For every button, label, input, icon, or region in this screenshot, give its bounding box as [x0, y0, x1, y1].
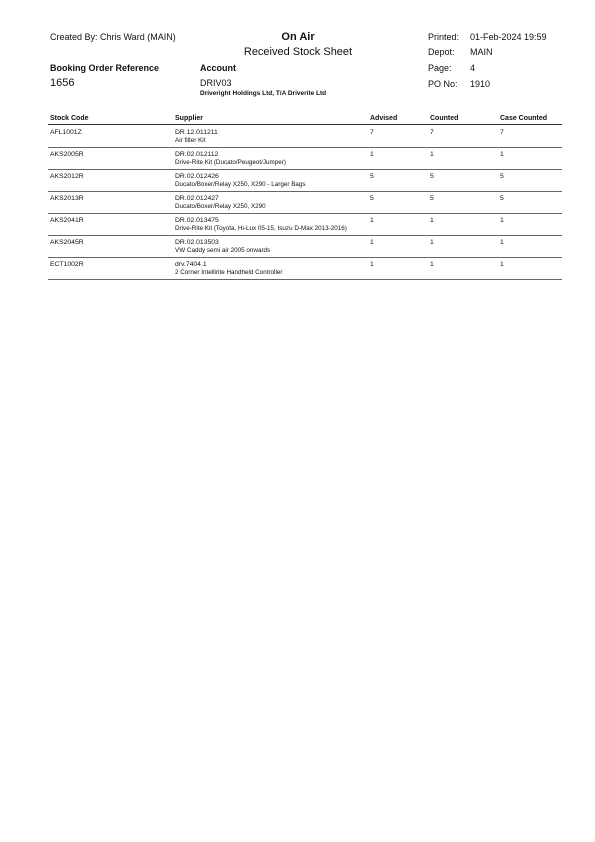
- counted-qty: 5: [430, 173, 434, 180]
- counted-qty: 5: [430, 195, 434, 202]
- case-counted-qty: 7: [500, 129, 504, 136]
- page-label: Page:: [428, 63, 452, 73]
- stock-code: AFL1001Z: [50, 129, 82, 136]
- account-label: Account: [200, 63, 236, 73]
- column-header-stock-code: Stock Code: [50, 115, 89, 122]
- stock-code: AKS2005R: [50, 151, 84, 158]
- depot-label: Depot:: [428, 47, 455, 57]
- booking-reference-label: Booking Order Reference: [50, 63, 160, 73]
- case-counted-qty: 5: [500, 195, 504, 202]
- item-description: Ducato/Boxer/Relay X250, X290: [175, 203, 266, 210]
- booking-reference-value: 1656: [50, 77, 75, 89]
- advised-qty: 5: [370, 173, 374, 180]
- stock-code: ECT1002R: [50, 261, 84, 268]
- counted-qty: 7: [430, 129, 434, 136]
- table-row: [48, 191, 562, 214]
- item-description: Drive-Rite Kit (Ducato/Peugeot/Jumper): [175, 159, 286, 166]
- po-number: 1910: [470, 79, 491, 89]
- table-row: [48, 147, 562, 170]
- page-number: 4: [470, 63, 476, 73]
- supplier-code: drv.7404.1: [175, 261, 207, 268]
- advised-qty: 1: [370, 217, 374, 224]
- counted-qty: 1: [430, 261, 434, 268]
- column-header-supplier: Supplier: [175, 115, 204, 122]
- counted-qty: 1: [430, 151, 434, 158]
- depot-value: MAIN: [470, 47, 493, 57]
- supplier-code: DR.02.012427: [175, 195, 219, 202]
- case-counted-qty: 1: [500, 151, 504, 158]
- supplier-code: DR.02.012112: [175, 151, 219, 158]
- item-description: Air filter Kit: [175, 137, 206, 144]
- stock-code: AKS2012R: [50, 173, 84, 180]
- column-header-counted: Counted: [430, 115, 459, 122]
- case-counted-qty: 5: [500, 173, 504, 180]
- created-by-text: Created By: Chris Ward (MAIN): [50, 32, 176, 42]
- printed-value: 01-Feb-2024 19:59: [470, 32, 547, 42]
- advised-qty: 5: [370, 195, 374, 202]
- item-description: Ducato/Boxer/Relay X250, X290 - Larger Bags: [175, 181, 306, 188]
- supplier-code: DR.02.013503: [175, 239, 219, 246]
- supplier-code: DR.12.011211: [175, 129, 218, 136]
- po-label: PO No:: [428, 79, 458, 89]
- advised-qty: 1: [370, 261, 374, 268]
- item-description: VW Caddy semi air 2005 onwards: [175, 247, 271, 254]
- account-name: Driveright Holdings Ltd, T/A Driverite Ltd: [200, 90, 327, 97]
- supplier-code: DR.02.013475: [175, 217, 219, 224]
- stock-code: AKS2041R: [50, 217, 84, 224]
- stock-code: AKS2045R: [50, 239, 84, 246]
- case-counted-qty: 1: [500, 261, 504, 268]
- column-header-case-counted: Case Counted: [500, 115, 548, 122]
- case-counted-qty: 1: [500, 217, 504, 224]
- sheet-title: Received Stock Sheet: [243, 46, 353, 58]
- advised-qty: 1: [370, 151, 374, 158]
- table-row: [48, 125, 562, 148]
- counted-qty: 1: [430, 239, 434, 246]
- table-row: [48, 169, 562, 192]
- advised-qty: 7: [370, 129, 374, 136]
- item-description: 2 Corner Intellirite Handheld Controller: [175, 269, 283, 276]
- supplier-code: DR.02.012426: [175, 173, 219, 180]
- column-header-advised: Advised: [370, 115, 398, 122]
- table-row: [48, 235, 562, 258]
- counted-qty: 1: [430, 217, 434, 224]
- table-row: [48, 257, 562, 280]
- item-description: Drive-Rite Kit (Toyota, Hi-Lux 05-15, Isuzu D-Max 2013-2016): [175, 225, 347, 232]
- printed-label: Printed:: [428, 32, 460, 42]
- stock-code: AKS2013R: [50, 195, 84, 202]
- account-code: DRIV03: [200, 78, 232, 88]
- company-name: On Air: [281, 31, 315, 43]
- case-counted-qty: 1: [500, 239, 504, 246]
- table-row: [48, 213, 562, 236]
- advised-qty: 1: [370, 239, 374, 246]
